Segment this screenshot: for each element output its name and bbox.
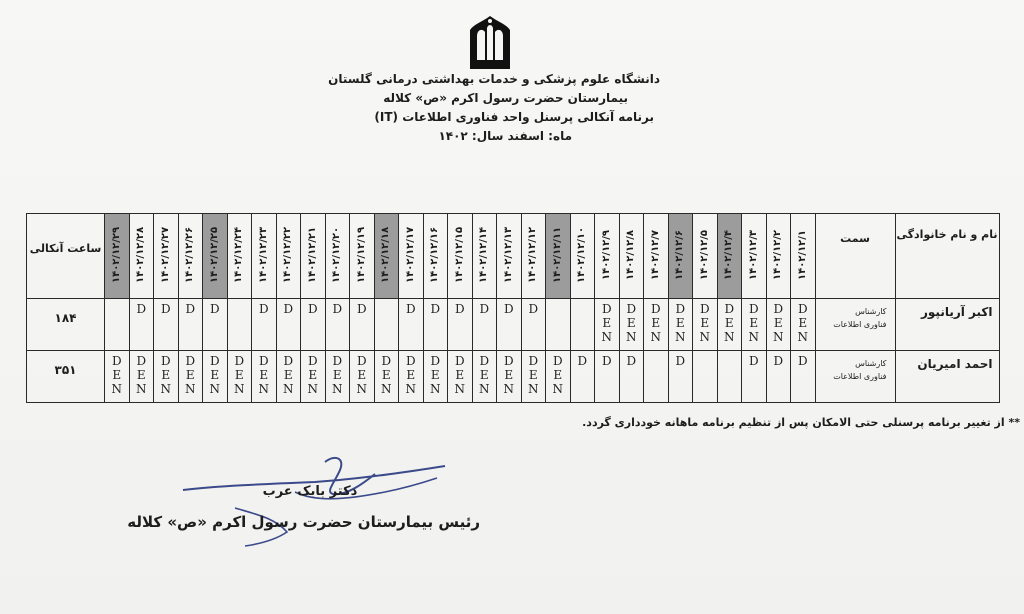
- shift-code: D: [283, 302, 294, 316]
- shift-code: [375, 299, 399, 302]
- date-label: ۱۴۰۲/۱۲/۲۶: [184, 226, 196, 284]
- header-date-cell: [203, 214, 228, 299]
- shift-code: D E N: [136, 354, 147, 396]
- shift-cell: [301, 299, 326, 351]
- shift-code: D: [479, 302, 490, 316]
- position-text: [816, 299, 895, 331]
- shift-cell: [521, 299, 546, 351]
- header-name-cell: [895, 214, 999, 299]
- signatory-name: دکتر بابک عرب: [262, 484, 358, 499]
- shift-code: [718, 351, 742, 354]
- shift-code: D: [773, 354, 784, 368]
- month-year: ماه: اسفند سال: ۱۴۰۲: [438, 129, 572, 143]
- shift-cell: [693, 351, 718, 403]
- date-label: ۱۴۰۲/۱۲/۲۳: [257, 226, 269, 284]
- date-label: ۱۴۰۲/۱۲/۱۵: [453, 226, 465, 284]
- hours-cell: [27, 299, 105, 351]
- shift-cell: [227, 299, 252, 351]
- shift-code: D E N: [356, 354, 367, 396]
- shift-code: D E N: [601, 302, 612, 344]
- date-label: ۱۴۰۲/۱۲/۱۶: [429, 226, 441, 284]
- shift-cell: [644, 299, 669, 351]
- shift-code: D: [601, 354, 612, 368]
- shift-cell: [301, 351, 326, 403]
- position-line-2: فناوری اطلاعات: [833, 372, 887, 381]
- shift-cell: [742, 351, 767, 403]
- shift-cell: [350, 351, 375, 403]
- shift-cell: [129, 299, 154, 351]
- shift-code: [693, 351, 717, 354]
- shift-code: D: [160, 302, 171, 316]
- header-date-cell: [595, 214, 620, 299]
- shift-code: D E N: [381, 354, 392, 396]
- shift-code: D: [356, 302, 367, 316]
- shift-code: D: [430, 302, 441, 316]
- date-label: ۱۴۰۲/۱۲/۲: [772, 229, 784, 281]
- shift-cell: [497, 351, 522, 403]
- header-date-cell: [374, 214, 399, 299]
- shift-code: D E N: [552, 354, 563, 396]
- shift-cell: [619, 299, 644, 351]
- header-date-cell: [668, 214, 693, 299]
- schedule-note: ** از تغییر برنامه پرسنلی حتی الامکان پس از تنظیم برنامه ماهانه خودداری گردد.: [582, 416, 1020, 429]
- shift-code: D E N: [160, 354, 171, 396]
- shift-cell: [472, 351, 497, 403]
- person-name: اکبر آریانپور: [920, 305, 993, 319]
- date-label: ۱۴۰۲/۱۲/۱۹: [355, 226, 367, 284]
- date-label: ۱۴۰۲/۱۲/۴: [723, 229, 735, 281]
- shift-cell: [423, 351, 448, 403]
- shift-cell: [497, 299, 522, 351]
- shift-code: D E N: [405, 354, 416, 396]
- shift-code: D: [454, 302, 465, 316]
- name-cell: [895, 299, 999, 351]
- shift-cell: [717, 299, 742, 351]
- shift-cell: [766, 351, 791, 403]
- date-label: ۱۴۰۲/۱۲/۲۰: [331, 226, 343, 284]
- header-date-cell: [325, 214, 350, 299]
- shift-code: D: [626, 354, 637, 368]
- shift-cell: [105, 351, 130, 403]
- shift-code: D E N: [234, 354, 245, 396]
- shift-code: D: [405, 302, 416, 316]
- header-date-cell: [570, 214, 595, 299]
- document-header: [300, 70, 660, 146]
- column-header-position: سمت: [840, 232, 870, 245]
- shift-cell: [374, 351, 399, 403]
- shift-cell: [546, 351, 571, 403]
- shift-cell: [742, 299, 767, 351]
- header-date-cell: [154, 214, 179, 299]
- header-date-cell: [105, 214, 130, 299]
- shift-cell: [178, 351, 203, 403]
- shift-cell: [595, 351, 620, 403]
- shift-cell: [644, 351, 669, 403]
- header-hours-cell: [27, 214, 105, 299]
- shift-code: D: [307, 302, 318, 316]
- shift-cell: [448, 299, 473, 351]
- header-date-cell: [693, 214, 718, 299]
- position-line-1: کارشناس: [855, 359, 887, 368]
- shift-cell: [595, 299, 620, 351]
- shift-code: D: [528, 302, 539, 316]
- shift-cell: [325, 299, 350, 351]
- shift-cell: [154, 351, 179, 403]
- shift-cell: [766, 299, 791, 351]
- shift-code: [546, 299, 570, 302]
- shift-code: D E N: [650, 302, 661, 344]
- shift-cell: [276, 299, 301, 351]
- date-label: ۱۴۰۲/۱۲/۷: [649, 229, 661, 281]
- shift-cell: [668, 351, 693, 403]
- shift-code: D E N: [111, 354, 122, 396]
- signatory-title: رئیس بیمارستان حضرت رسول اکرم «ص» کلاله: [127, 513, 480, 531]
- date-label: ۱۴۰۲/۱۲/۲۲: [282, 226, 294, 284]
- shift-code: D E N: [479, 354, 490, 396]
- shift-code: D: [209, 302, 220, 316]
- shift-code: D E N: [283, 354, 294, 396]
- shift-cell: [570, 299, 595, 351]
- shift-cell: [791, 299, 816, 351]
- shift-code: D: [577, 354, 588, 368]
- date-label: ۱۴۰۲/۱۲/۱۴: [478, 226, 490, 284]
- shift-cell: [252, 299, 277, 351]
- column-header-name: نام و نام خانوادگی: [896, 228, 998, 241]
- header-date-cell: [129, 214, 154, 299]
- date-label: ۱۴۰۲/۱۲/۲۴: [233, 226, 245, 284]
- date-label: ۱۴۰۲/۱۲/۱۷: [404, 226, 416, 284]
- position-line-1: کارشناس: [855, 307, 887, 316]
- date-label: ۱۴۰۲/۱۲/۲۷: [159, 226, 171, 284]
- shift-code: D E N: [185, 354, 196, 396]
- handwritten-signature: [175, 452, 455, 552]
- shift-cell: [423, 299, 448, 351]
- shift-cell: [693, 299, 718, 351]
- oncall-hours: ۳۵۱: [54, 363, 77, 377]
- shift-cell: [619, 351, 644, 403]
- shift-code: D E N: [209, 354, 220, 396]
- header-date-cell: [546, 214, 571, 299]
- date-label: ۱۴۰۲/۱۲/۱۸: [380, 226, 392, 284]
- date-label: ۱۴۰۲/۱۲/۱: [796, 229, 808, 281]
- date-label: ۱۴۰۲/۱۲/۵: [698, 229, 710, 281]
- shift-cell: [448, 351, 473, 403]
- position-cell: [815, 351, 895, 403]
- date-label: ۱۴۰۲/۱۲/۹: [600, 229, 612, 281]
- header-date-cell: [717, 214, 742, 299]
- header-date-cell: [448, 214, 473, 299]
- shift-cell: [399, 299, 424, 351]
- shift-cell: [105, 299, 130, 351]
- program-title: برنامه آنکالی پرسنل واحد فناوری اطلاعات (IT): [374, 110, 654, 124]
- shift-code: [571, 299, 595, 302]
- table-row: [27, 351, 1000, 403]
- shift-code: [228, 299, 252, 302]
- header-date-cell: [472, 214, 497, 299]
- position-cell: [815, 299, 895, 351]
- table-header-row: [27, 214, 1000, 299]
- date-label: ۱۴۰۲/۱۲/۲۱: [306, 226, 318, 284]
- shift-cell: [521, 351, 546, 403]
- header-date-cell: [521, 214, 546, 299]
- shift-code: D: [258, 302, 269, 316]
- date-label: ۱۴۰۲/۱۲/۱۲: [527, 226, 539, 284]
- university-emblem-icon: [468, 14, 512, 70]
- shift-code: D: [332, 302, 343, 316]
- person-name: احمد امیریان: [917, 357, 993, 371]
- university-title: دانشگاه علوم پزشکی و خدمات بهداشتی درمانی گلستان: [328, 72, 660, 86]
- date-label: ۱۴۰۲/۱۲/۲۸: [135, 226, 147, 284]
- header-date-cell: [227, 214, 252, 299]
- shift-code: D: [503, 302, 514, 316]
- shift-code: [105, 299, 129, 302]
- column-header-hours: ساعت آنکالی: [29, 242, 102, 255]
- date-label: ۱۴۰۲/۱۲/۱۰: [576, 226, 588, 284]
- position-text: [816, 351, 895, 383]
- date-label: ۱۴۰۲/۱۲/۶: [674, 229, 686, 281]
- hospital-title: بیمارستان حضرت رسول اکرم «ص» کلاله: [383, 91, 628, 105]
- shift-cell: [570, 351, 595, 403]
- shift-cell: [399, 351, 424, 403]
- shift-cell: [717, 351, 742, 403]
- hours-cell: [27, 351, 105, 403]
- shift-cell: [374, 299, 399, 351]
- header-date-cell: [423, 214, 448, 299]
- date-label: ۱۴۰۲/۱۲/۲۹: [110, 226, 122, 284]
- shift-code: D: [748, 354, 759, 368]
- shift-code: D E N: [773, 302, 784, 344]
- shift-code: D: [185, 302, 196, 316]
- shift-cell: [350, 299, 375, 351]
- shift-cell: [203, 351, 228, 403]
- shift-code: D: [136, 302, 147, 316]
- shift-cell: [203, 299, 228, 351]
- shift-cell: [276, 351, 301, 403]
- name-cell: [895, 351, 999, 403]
- shift-cell: [546, 299, 571, 351]
- shift-code: [644, 351, 668, 354]
- shift-cell: [178, 299, 203, 351]
- oncall-schedule-table: [26, 213, 1000, 403]
- shift-code: D E N: [797, 302, 808, 344]
- date-label: ۱۴۰۲/۱۲/۱۳: [502, 226, 514, 284]
- shift-code: D E N: [430, 354, 441, 396]
- date-label: ۱۴۰۲/۱۲/۳: [747, 229, 759, 281]
- shift-cell: [791, 351, 816, 403]
- date-label: ۱۴۰۲/۱۲/۸: [625, 229, 637, 281]
- shift-code: D E N: [724, 302, 735, 344]
- header-date-cell: [619, 214, 644, 299]
- header-date-cell: [766, 214, 791, 299]
- shift-code: D E N: [528, 354, 539, 396]
- shift-code: D E N: [307, 354, 318, 396]
- shift-cell: [325, 351, 350, 403]
- shift-code: D E N: [699, 302, 710, 344]
- header-date-cell: [399, 214, 424, 299]
- header-date-cell: [791, 214, 816, 299]
- shift-code: D E N: [332, 354, 343, 396]
- shift-code: D E N: [748, 302, 759, 344]
- shift-cell: [227, 351, 252, 403]
- date-label: ۱۴۰۲/۱۲/۱۱: [551, 226, 563, 284]
- shift-cell: [252, 351, 277, 403]
- shift-code: D: [675, 354, 686, 368]
- shift-cell: [472, 299, 497, 351]
- shift-cell: [129, 351, 154, 403]
- header-date-cell: [178, 214, 203, 299]
- shift-code: D E N: [258, 354, 269, 396]
- shift-code: D E N: [503, 354, 514, 396]
- shift-code: D E N: [675, 302, 686, 344]
- header-date-cell: [644, 214, 669, 299]
- header-date-cell: [252, 214, 277, 299]
- shift-cell: [154, 299, 179, 351]
- shift-code: D: [797, 354, 808, 368]
- table-row: [27, 299, 1000, 351]
- header-date-cell: [276, 214, 301, 299]
- header-position-cell: [815, 214, 895, 299]
- shift-code: D E N: [626, 302, 637, 344]
- header-date-cell: [742, 214, 767, 299]
- shift-cell: [668, 299, 693, 351]
- shift-code: D E N: [454, 354, 465, 396]
- date-label: ۱۴۰۲/۱۲/۲۵: [208, 226, 220, 284]
- header-date-cell: [301, 214, 326, 299]
- header-date-cell: [350, 214, 375, 299]
- header-date-cell: [497, 214, 522, 299]
- position-line-2: فناوری اطلاعات: [833, 320, 887, 329]
- oncall-hours: ۱۸۴: [54, 311, 77, 325]
